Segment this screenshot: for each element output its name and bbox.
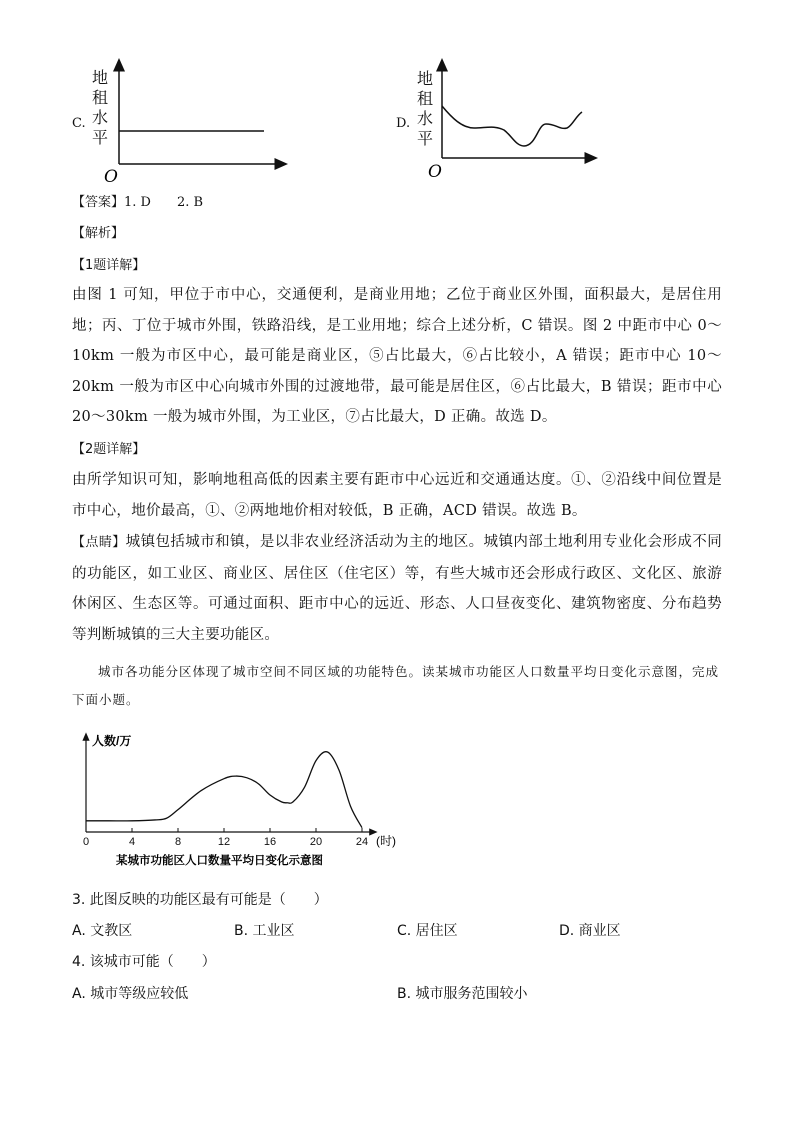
graph-c-ylabel-1: 地	[92, 68, 109, 87]
answer-text: 1. D 2. B	[124, 195, 204, 210]
rent-curve-wavy	[442, 106, 582, 146]
graph-d-ylabel-1: 地	[417, 69, 434, 88]
chart-title: 某城市功能区人口数量平均日变化示意图	[116, 855, 323, 867]
chart-ticks	[83, 828, 368, 848]
population-line	[86, 752, 362, 828]
answer-tag: 【答案】	[72, 195, 125, 210]
x-tick-label: 16	[263, 836, 277, 848]
chart-xlabel: (时)	[376, 834, 396, 848]
x-tick-label: 4	[128, 836, 136, 848]
graph-d-label: D.	[396, 116, 411, 131]
x-tick-label: 20	[309, 836, 323, 848]
answer-line	[72, 191, 203, 210]
graph-d	[412, 58, 602, 188]
q4-option-b[interactable]: B. 城市服务范围较小	[397, 986, 528, 1002]
x-tick-label: 12	[217, 836, 231, 848]
graph-d-ylabel-2: 租	[417, 89, 434, 108]
q1-paragraph: 由图 1 可知，甲位于市中心，交通便利，是商业用地；乙位于商业区外围，面积最大，是居住用地；丙、丁位于城市外围，铁路沿线，是工业用地；综合上述分析，C 错误。图 2 中距市中心 0～10km 一般为市区中心，最可能是商业区，⑤占比最大，⑥占比较小，A 错误；距市中心 10～20km 一般为市区中心向城市外围的过渡地带，最可能是居住区，⑥占比最大，B 错误；距市中心 20～30km 一般为城市外围，为工业区，⑦占比最大，D 正确。故选 D。	[72, 287, 722, 425]
graph-c-ylabel-4: 平	[92, 128, 109, 147]
q2-heading: 【2题详解】	[72, 442, 146, 457]
graph-c	[84, 58, 294, 188]
q4-stem: 4. 该城市可能（ ）	[72, 954, 216, 970]
section-intro: 城市各功能分区体现了城市空间不同区域的功能特色。读某城市功能区人口数量平均日变化示意图，完成下面小题。	[72, 664, 720, 707]
graph-d-ylabel-3: 水	[417, 109, 434, 128]
graph-c-origin: O	[104, 167, 118, 187]
q1-heading: 【1题详解】	[72, 258, 146, 273]
q3-option-c[interactable]: C. 居住区	[397, 923, 458, 939]
population-chart	[72, 728, 412, 873]
chart-ylabel: 人数/万	[92, 734, 132, 748]
graph-d-origin: O	[428, 162, 442, 182]
x-tick-label: 8	[174, 836, 182, 848]
q3-option-a[interactable]: A. 文教区	[72, 923, 133, 939]
q3-option-d[interactable]: D. 商业区	[559, 923, 621, 939]
graph-c-ylabel-2: 租	[92, 88, 109, 107]
analysis-tag: 【解析】	[72, 226, 125, 241]
tip-tag: 【点睛】	[72, 535, 126, 550]
graph-c-ylabel-3: 水	[92, 108, 109, 127]
graph-d-ylabel-4: 平	[417, 129, 434, 148]
x-tick-label: 24	[355, 836, 369, 848]
x-tick-label: 0	[82, 836, 90, 848]
q2-paragraph: 由所学知识可知，影响地租高低的因素主要有距市中心远近和交通通达度。①、②沿线中间位置是市中心，地价最高，①、②两地地价相对较低，B 正确，ACD 错误。故选 B。	[72, 472, 722, 519]
tip-paragraph	[72, 527, 722, 650]
q3-option-b[interactable]: B. 工业区	[234, 923, 295, 939]
graph-c-label: C.	[72, 116, 86, 131]
tip-text: 城镇包括城市和镇，是以非农业经济活动为主的地区。城镇内部土地利用专业化会形成不同的功能区，如工业区、商业区、居住区（住宅区）等，有些大城市还会形成行政区、文化区、旅游休闲区、生态区等。可通过面积、距市中心的远近、形态、人口昼夜变化、建筑物密度、分布趋势等判断城镇的三大主要功能区。	[72, 534, 723, 643]
q4-option-a[interactable]: A. 城市等级应较低	[72, 986, 189, 1002]
q3-stem: 3. 此图反映的功能区最有可能是（ ）	[72, 892, 328, 908]
